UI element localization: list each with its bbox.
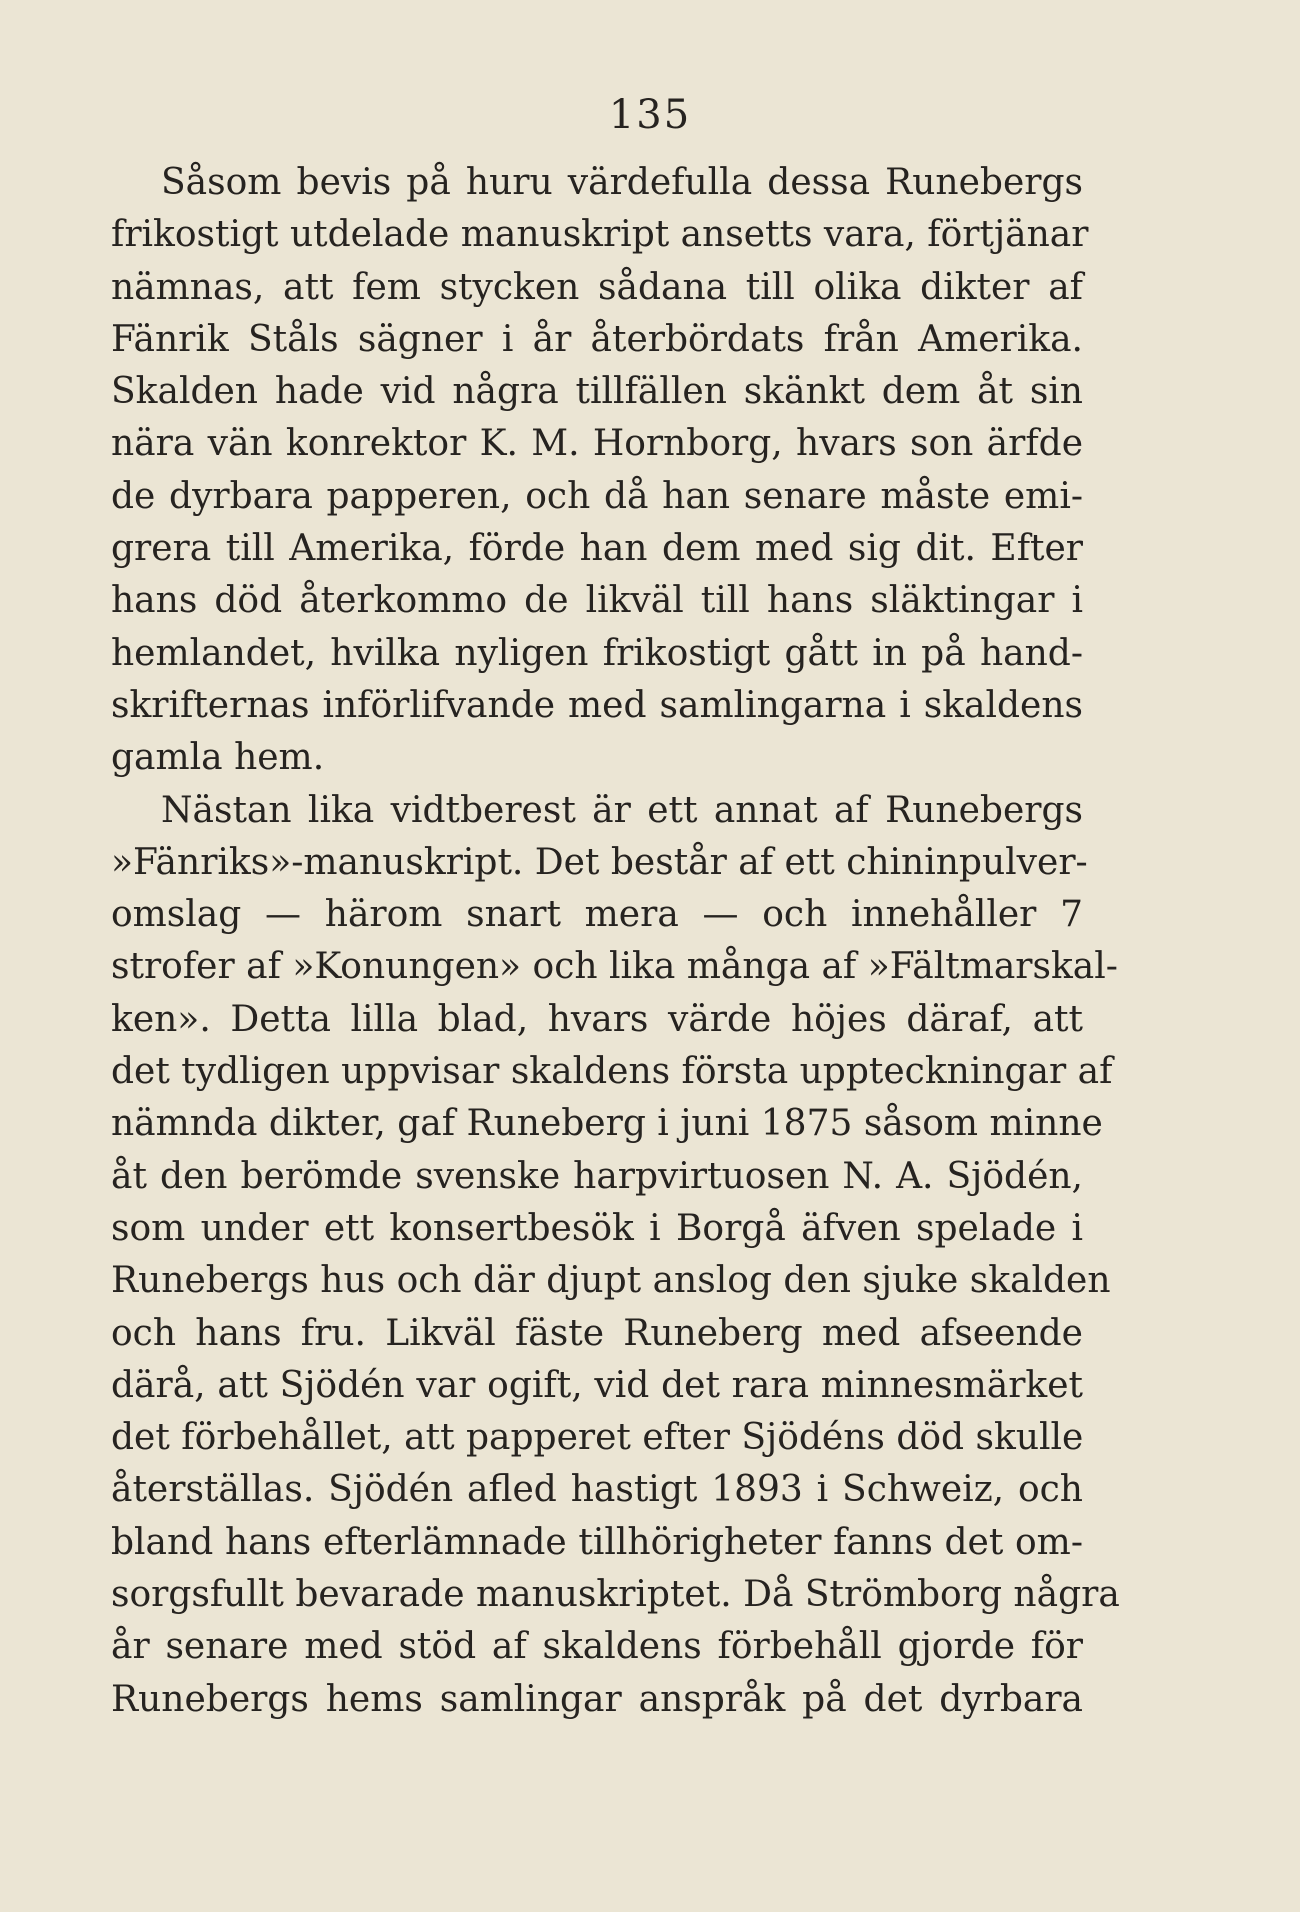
text-line: nämnda dikter, gaf Runeberg i juni 1875 såsom minne: [111, 1103, 1103, 1145]
text-line: »Fänriks»-manuskript. Det består af ett chininpulver-: [111, 841, 1088, 883]
text-line: Nästan lika vidtberest är ett annat af Runebergs: [161, 789, 1083, 831]
text-line: det tydligen uppvisar skaldens första uppteckningar af: [111, 1051, 1113, 1093]
text-line: grera till Amerika, förde han dem med sig dit. Efter: [111, 528, 1083, 570]
text-line: år senare med stöd af skaldens förbehåll gjorde för: [111, 1626, 1083, 1668]
text-line: Runebergs hems samlingar anspråk på det dyrbara: [111, 1678, 1083, 1720]
text-line: sorgsfullt bevarade manuskriptet. Då Strömborg några: [111, 1574, 1120, 1616]
text-line: skrifternas införlifvande med samlingarna i skaldens: [111, 684, 1083, 726]
body-text: [111, 157, 1120, 1726]
text-line: nämnas, att fem stycken sådana till olika dikter af: [111, 266, 1083, 308]
text-line: och hans fru. Likväl fäste Runeberg med afseende: [111, 1312, 1083, 1354]
text-line: Såsom bevis på huru värdefulla dessa Runebergs: [161, 162, 1083, 203]
page-number: 135: [608, 92, 692, 138]
text-line: åt den berömde svenske harpvirtuosen N. A. Sjödén,: [111, 1155, 1083, 1197]
text-line: bland hans efterlämnade tillhörigheter fanns det om-: [111, 1521, 1083, 1563]
text-line: Runebergs hus och där djupt anslog den sjuke skalden: [111, 1260, 1111, 1302]
text-line: Fänrik Ståls sägner i år återbördats från Amerika.: [111, 318, 1083, 360]
text-line: strofer af »Konungen» och lika många af »Fältmarskal-: [111, 946, 1118, 988]
text-line: som under ett konsertbesök i Borgå äfven spelade i: [111, 1207, 1083, 1249]
text-line: frikostigt utdelade manuskript ansetts vara, förtjänar: [111, 214, 1089, 256]
text-line: gamla hem.: [111, 737, 325, 779]
text-line: ken». Detta lilla blad, hvars värde höjes däraf, att: [111, 998, 1083, 1040]
text-line: hemlandet, hvilka nyligen frikostigt gått in på hand-: [111, 632, 1083, 674]
text-line: nära vän konrektor K. M. Hornborg, hvars son ärfde: [111, 423, 1083, 465]
text-line: Skalden hade vid några tillfällen skänkt dem åt sin: [111, 371, 1083, 413]
text-line: de dyrbara papperen, och då han senare måste emi-: [111, 475, 1083, 517]
text-line: omslag — härom snart mera — och innehåller 7: [111, 894, 1083, 936]
text-line: återställas. Sjödén afled hastigt 1893 i Schweiz, och: [111, 1469, 1083, 1511]
text-line: hans död återkommo de likväl till hans släktingar i: [111, 580, 1083, 622]
text-line: därå, att Sjödén var ogift, vid det rara minnesmärket: [111, 1364, 1083, 1406]
text-line: det förbehållet, att papperet efter Sjödéns död skulle: [111, 1417, 1084, 1459]
